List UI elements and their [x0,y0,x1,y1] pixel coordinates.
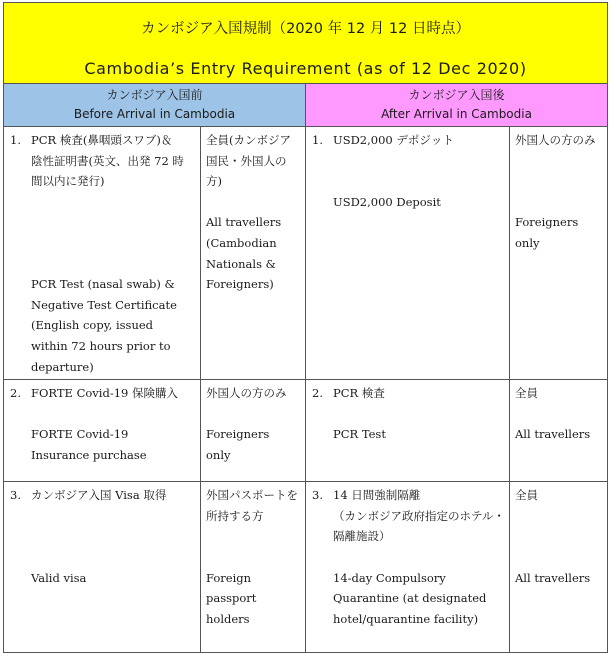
spacer [312,547,506,568]
requirement-ja-line: 陰性証明書(英文、出発 72 時 [31,153,184,168]
audience-ja-line: 全員 [515,488,538,503]
requirement-en-line: Negative Test Certificate [31,297,177,312]
spacer [515,506,604,527]
requirement-en-line: FORTE Covid-19 [31,427,129,442]
spacer [10,233,197,254]
audience-en-line: Nationals & [206,256,276,271]
header-before-japanese: カンボジア入国前 [106,88,203,102]
audience-ja-line: 全員 [515,386,538,401]
header-before-english: Before Arrival in Cambodia [73,107,236,121]
item-number: 1. [312,133,323,147]
spacer [10,192,197,213]
audience-after-2 [510,380,608,482]
requirement-ja-line [312,130,506,151]
audience-en-line: (Cambodian [206,235,277,250]
requirement-after-1 [306,127,510,380]
spacer [312,151,506,172]
audience-en-line: only [206,447,231,462]
spacer [10,212,197,233]
audience-en-line: Foreigners) [206,277,274,292]
requirement-ja-text: PCR 検査(鼻咽頭スワブ)＆ [31,133,173,147]
item-number: 1. [10,133,21,147]
requirement-after-2 [306,380,510,482]
spacer [515,526,604,547]
requirement-en-line: PCR Test (nasal swab) & [31,277,175,292]
audience-ja-line: 外国人の方のみ [206,386,287,401]
spacer [312,171,506,192]
title-english: Cambodia’s Entry Requirement (as of 12 Dec 2020) [84,58,527,78]
audience-en-line: All travellers [206,215,282,230]
spacer [312,404,506,425]
spacer [206,526,302,547]
audience-ja-line: 国民・外国人の [206,153,287,168]
requirement-after-3 [306,482,510,653]
audience-en-line: holders [206,611,250,626]
item-number: 2. [10,386,21,401]
requirement-en-line: Insurance purchase [31,447,147,462]
audience-before-2 [201,380,306,482]
spacer [10,547,197,568]
requirement-en-line: departure) [31,359,94,374]
requirement-ja-line: 間以内に発行) [31,174,105,189]
audience-en-line: All travellers [515,427,591,442]
requirement-ja-line [10,485,197,506]
requirement-ja-line: （カンボジア政府指定のホテル・ [333,508,505,523]
requirement-ja-line [10,383,197,404]
requirement-ja-line: 隔離施設） [333,529,391,544]
audience-after-3 [510,482,608,653]
spacer [10,526,197,547]
spacer [206,192,302,213]
audience-ja-line: 外国人の方のみ [515,133,596,147]
audience-en-line: passport [206,591,257,606]
requirement-en-line: PCR Test [333,427,386,442]
requirement-ja-line [312,383,506,404]
requirement-en-line: 14-day Compulsory [333,570,446,585]
requirement-en-line: Quarantine (at designated [333,591,487,606]
requirement-ja-text: USD2,000 デポジット [333,133,454,147]
requirement-before-1 [4,127,201,380]
spacer [10,254,197,275]
audience-en-line: Foreigners [515,215,579,230]
header-before-arrival [4,84,306,127]
audience-ja-line: 方) [206,174,222,189]
audience-en-line: All travellers [515,570,591,585]
item-number: 3. [10,488,21,503]
title-banner [4,3,608,84]
spacer [515,151,604,172]
entry-requirements-table [3,2,608,653]
spacer [206,404,302,425]
audience-ja-line: 外国パスポートを [206,488,298,503]
table-row [4,482,608,653]
table-row [4,127,608,380]
spacer [515,547,604,568]
spacer [515,192,604,213]
title-japanese: カンボジア入国規制（2020 年 12 月 12 日時点） [141,20,470,37]
requirement-en-line: Valid visa [31,570,87,585]
requirement-en-line: within 72 hours prior to [31,338,171,353]
requirement-ja-line [10,130,197,151]
requirement-before-2 [4,380,201,482]
requirement-en-line: (English copy, issued [31,318,154,333]
requirement-ja-line [312,485,506,506]
header-after-arrival [306,84,608,127]
audience-before-3 [201,482,306,653]
requirement-ja-text: FORTE Covid-19 保険購入 [31,386,179,401]
spacer [515,171,604,192]
spacer [515,404,604,425]
spacer [10,404,197,425]
requirement-ja-text: 14 日間強制隔離 [333,488,421,503]
spacer [206,547,302,568]
audience-en-line: Foreign [206,570,252,585]
requirement-en-line: hotel/quarantine facility) [333,611,479,626]
requirement-ja-text: カンボジア入国 Visa 取得 [31,488,167,503]
audience-ja-line: 所持する方 [206,508,264,523]
audience-after-1 [510,127,608,380]
table-row [4,380,608,482]
audience-before-1 [201,127,306,380]
header-after-english: After Arrival in Cambodia [381,107,532,121]
item-number: 2. [312,386,323,401]
requirement-en-line: USD2,000 Deposit [333,194,441,209]
audience-ja-line: 全員(カンボジア [206,133,291,147]
header-after-japanese: カンボジア入国後 [408,88,505,102]
audience-en-line: Foreigners [206,427,270,442]
spacer [10,506,197,527]
requirement-before-3 [4,482,201,653]
audience-en-line: only [515,235,540,250]
requirement-ja-text: PCR 検査 [333,386,385,401]
item-number: 3. [312,488,323,503]
